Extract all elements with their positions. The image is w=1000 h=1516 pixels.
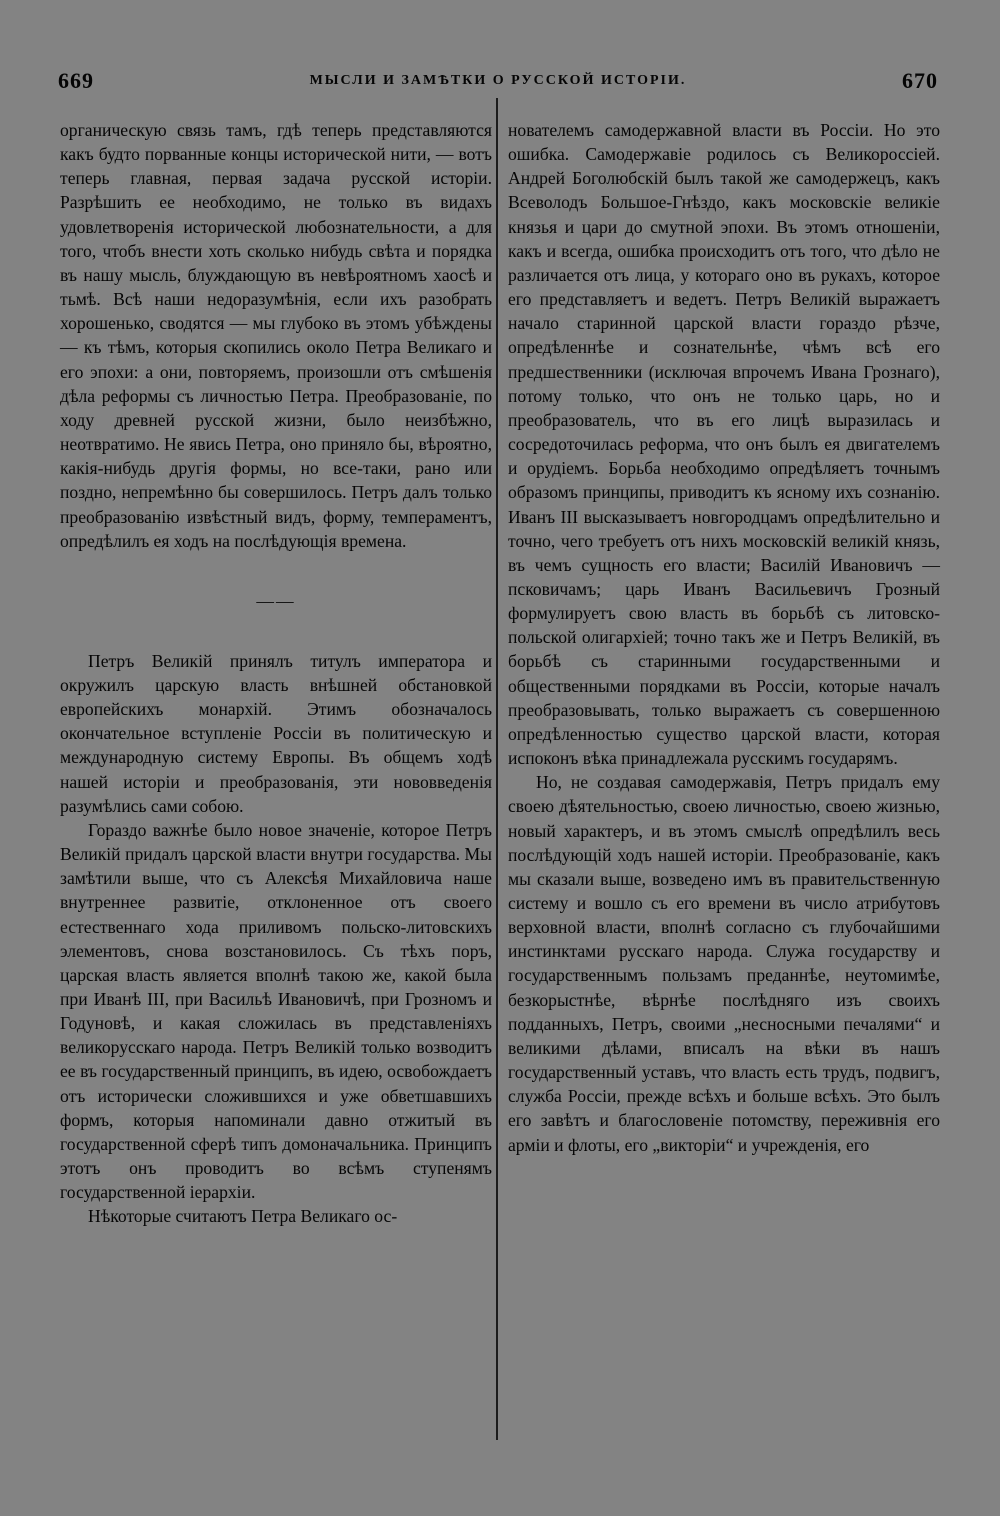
column-divider <box>496 98 498 1440</box>
paragraph: органическую связь тамъ, гдѣ теперь представляются какъ будто порванные концы исторической нити, — вотъ теперь главная, первая задача русской исторіи. Разрѣшить ее необходимо, не только въ видахъ удовлетворенія исторической любознательности, а для того, чтобъ внести хоть сколько нибудь свѣта и порядка въ нашу мысль, блуждающую въ невѣроятномъ хаосѣ и тьмѣ. Всѣ наши недоразумѣнія, если ихъ разобрать хорошенько, сводятся — мы глубоко въ этомъ убѣждены — къ тѣмъ, которыя скопились около Петра Великаго и его эпохи: а они, повторяемъ, произошли отъ смѣшенія дѣла реформы съ личностью Петра. Преобразованіе, по ходу древней русской жизни, было неизбѣжно, неотвратимо. Не явись Петра, оно приняло бы, вѣроятно, какія-нибудь другія формы, но все-таки, рано или поздно, непремѣнно бы совершилось. Петръ далъ только преобразованію извѣстный видъ, форму, темпераментъ, опредѣлилъ ея ходъ на послѣдующія времена. <box>60 120 492 551</box>
left-column-number: 669 <box>58 68 94 93</box>
running-title: МЫСЛИ И ЗАМѢТКИ О РУССКОЙ ИСТОРІИ. <box>309 73 687 88</box>
paragraph: Но, не создавая самодержавія, Петръ придалъ ему своею дѣятельностью, своею личностью, своею жизнью, новый характеръ, и въ этомъ смыслѣ опредѣлилъ весь послѣдующій ходъ нашей исторіи. Преобразованіе, какъ мы сказали выше, возведено имъ въ правительственную систему и вошло съ его времени въ число атрибутовъ верховной власти, вполнѣ согласно съ глубочайшими инстинктами русскаго народа. Служа государству и государственнымъ пользамъ преданнѣе, неутомимѣе, безкорыстнѣе, вѣрнѣе послѣдняго изъ своихъ подданныхъ, Петръ, своими „несносными печалями“ и великими дѣлами, вписалъ на вѣки въ нашъ государственный уставъ, что власть есть трудъ, подвигъ, служба Россіи, прежде всѣхъ и больше всѣхъ. Это былъ его завѣтъ и благословеніе потомству, переживнія его арміи и флоты, его „викторіи“ и учрежденія, его <box>508 772 940 1155</box>
right-column <box>508 118 940 1157</box>
right-column-number: 670 <box>902 68 938 93</box>
paragraph: нователемъ самодержавной власти въ Россіи. Но это ошибка. Самодержавіе родилось съ Великороссіей. Андрей Боголюбскій былъ такой же самодержецъ, какъ Всеволодъ Большое-Гнѣздо, какъ московскіе великіе князья и цари до смутной эпохи. Въ этомъ отношеніи, какъ и всегда, ошибка происходитъ отъ того, что дѣло не различается отъ лица, у котораго оно въ рукахъ, которое его представляетъ и ведетъ. Петръ Великій выражаетъ начало старинной царской власти гораздо рѣзче, опредѣленнѣе и сознательнѣе, чѣмъ всѣ его предшественники (исключая впрочемъ Ивана Грознаго), потому только, что онъ не только царь, но и преобразователь, что въ его лицѣ выразилась и сосредоточилась реформа, что онъ былъ ея двигателемъ и орудіемъ. Борьба необходимо опредѣляетъ точнымъ образомъ принципы, приводитъ къ ясному ихъ сознанію. Иванъ III высказываетъ новгородцамъ опредѣлительно и точно, чего требуетъ отъ нихъ московскій великій князь, въ чемъ сущность его власти; Василій Ивановичъ — псковичамъ; царь Иванъ Васильевичъ Грозный формулируетъ свою власть въ борьбѣ съ литовско-польской олигархіей; точно такъ же и Петръ Великій, въ борьбѣ съ старинными государственными и общественными порядками въ Россіи, которые началъ преобразовывать, только выражаетъ съ совершенною опредѣленностью существо царской власти, которая испоконъ вѣка принадлежала русскимъ государямъ. <box>508 120 940 769</box>
paragraph: Гораздо важнѣе было новое значеніе, которое Петръ Великій придалъ царской власти внутри государства. Мы замѣтили выше, что съ Алексѣя Михайловича наше внутреннее развитіе, отклоненное отъ своего естественнаго хода приливомъ польско-литовскихъ элементовъ, снова возстановилось. Съ тѣхъ поръ, царская власть является вполнѣ такою же, какой была при Иванѣ III, при Васильѣ Ивановичѣ, при Грозномъ и Годуновѣ, и какая сложилась въ представленіяхъ великорусскаго народа. Петръ Великій только возводитъ ее въ государственный принципъ, въ идею, освобождаетъ отъ исторически сложившихся и уже обветшавшихъ формъ, которыя напоминали давно отжитый въ государственной сферѣ типъ домоначальника. Принципъ этотъ онъ проводитъ во всѣмъ ступенямъ государственной іерархіи. <box>60 819 492 1203</box>
section-separator: —— <box>256 590 296 611</box>
paragraph: Нѣкоторые считаютъ Петра Великаго ос- <box>88 1206 398 1227</box>
running-header <box>58 68 938 98</box>
left-column <box>60 118 492 1229</box>
paragraph: Петръ Великій принялъ титулъ императора и окружилъ царскую власть внѣшней обстановкой европейскихъ монархій. Этимъ обозначалось окончательное вступленіе Россіи въ политическую и международную систему Европы. Въ общемъ ходѣ нашей исторіи и преобразованія, эти нововведенія разумѣлись сами собою. <box>60 650 492 816</box>
